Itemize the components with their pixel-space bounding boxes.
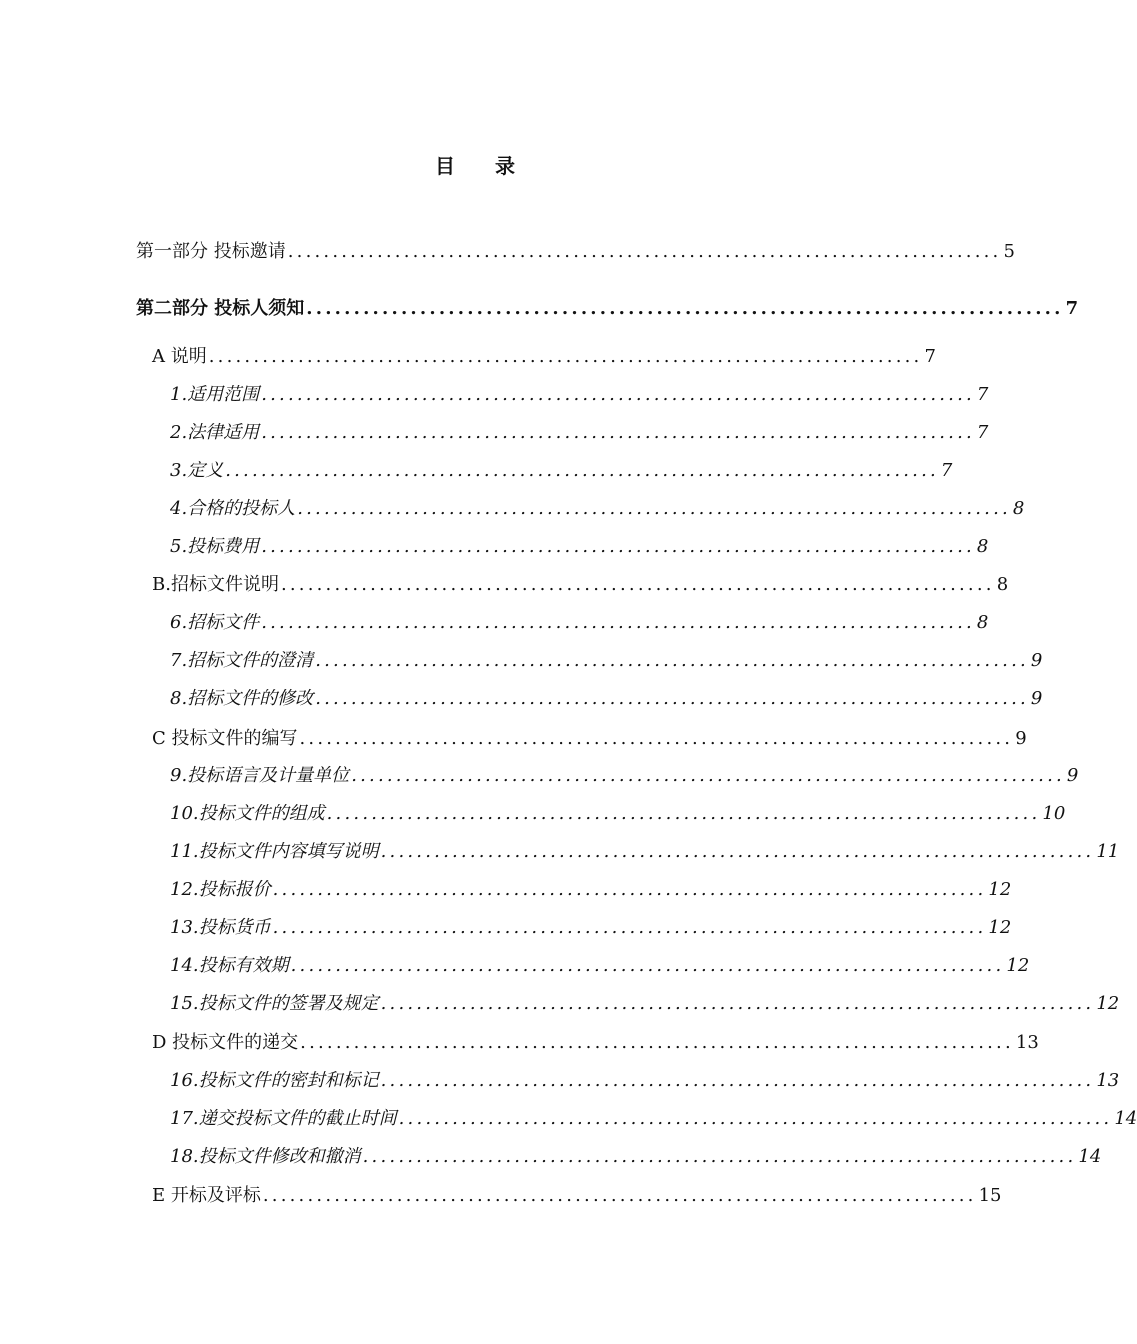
toc-entry-page: 7 <box>976 384 989 405</box>
dot-leader: ................................................................................ <box>261 536 975 557</box>
toc-title-part1: 目 <box>435 154 455 178</box>
toc-title-part2: 录 <box>495 154 515 178</box>
dot-leader: ................................................................................ <box>300 1032 1014 1053</box>
dot-leader: ................................................................................ <box>398 1108 1113 1129</box>
dot-leader: ................................................................................ <box>262 1185 977 1206</box>
toc-entry-label: 1.适用范围 <box>170 384 260 405</box>
toc-entry-item[interactable] <box>170 535 989 559</box>
toc-entry-label: 第一部分 投标邀请 <box>136 241 286 262</box>
dot-leader: ................................................................................ <box>299 728 1014 749</box>
dot-leader: ................................................................................ <box>315 688 1029 709</box>
toc-entry-item[interactable] <box>170 992 1120 1016</box>
toc-entry-item[interactable] <box>170 649 1043 673</box>
toc-entry-page: 12 <box>1006 955 1030 976</box>
toc-entry-label: 5.投标费用 <box>170 536 260 557</box>
toc-entry-label: 15.投标文件的签署及规定 <box>170 993 379 1014</box>
toc-entry-section[interactable] <box>152 1184 1002 1208</box>
toc-entry-item[interactable] <box>170 878 1012 902</box>
toc-entry-page: 9 <box>1015 728 1027 749</box>
toc-entry-label: 3.定义 <box>170 460 224 481</box>
toc-entry-item[interactable] <box>170 383 989 407</box>
toc-entry-page: 7 <box>940 460 953 481</box>
toc-entry-page: 8 <box>996 574 1009 595</box>
toc-entry-section[interactable] <box>152 727 1027 751</box>
dot-leader: ................................................................................ <box>261 384 975 405</box>
toc-entry-label: D 投标文件的递交 <box>152 1032 299 1053</box>
toc-entry-page: 13 <box>1096 1070 1120 1091</box>
toc-entry-label: 9.投标语言及计量单位 <box>170 765 350 786</box>
toc-entry-page: 9 <box>1066 765 1079 786</box>
dot-leader: ................................................................................ <box>272 879 987 900</box>
toc-entry-page: 12 <box>988 879 1012 900</box>
dot-leader: ................................................................................ <box>261 422 975 443</box>
toc-entry-label: 17.递交投标文件的截止时间 <box>170 1108 397 1129</box>
dot-leader: ................................................................................ <box>380 993 1095 1014</box>
toc-entry-label: 8.招标文件的修改 <box>170 688 314 709</box>
dot-leader: ................................................................................ <box>225 460 939 481</box>
dot-leader: ................................................................................ <box>351 765 1065 786</box>
toc-entry-item[interactable] <box>170 687 1043 711</box>
toc-entry-label: 6.招标文件 <box>170 612 260 633</box>
toc-entry-label: 10.投标文件的组成 <box>170 803 325 824</box>
dot-leader: ................................................................................ <box>272 917 987 938</box>
dot-leader: ................................................................................ <box>362 1146 1077 1167</box>
toc-entry-item[interactable] <box>170 611 989 635</box>
dot-leader: ................................................................................ <box>290 955 1005 976</box>
toc-entry-item[interactable] <box>170 1145 1102 1169</box>
toc-entry-page: 10 <box>1042 803 1066 824</box>
dot-leader: ................................................................................ <box>261 612 975 633</box>
toc-entry-page: 7 <box>976 422 989 443</box>
toc-entry-page: 7 <box>924 346 936 367</box>
toc-entry-label: B.招标文件说明 <box>152 574 279 595</box>
toc-entry-label: 13.投标货币 <box>170 917 271 938</box>
toc-entry-page: 9 <box>1030 688 1043 709</box>
toc-entry-item[interactable] <box>170 840 1120 864</box>
toc-entry-label: C 投标文件的编写 <box>152 728 298 749</box>
toc-entry-item[interactable] <box>170 497 1025 521</box>
toc-entry-label: 7.招标文件的澄清 <box>170 650 314 671</box>
toc-entry-page: 7 <box>1065 298 1079 319</box>
dot-leader: ................................................................................ <box>287 241 1002 262</box>
toc-entry-item[interactable] <box>170 1107 1137 1131</box>
toc-entry-label: 18.投标文件修改和撤消 <box>170 1146 361 1167</box>
dot-leader: ................................................................................ <box>326 803 1041 824</box>
dot-leader: ................................................................................ <box>380 1070 1095 1091</box>
toc-entry-part2[interactable] <box>136 297 1079 321</box>
toc-entry-page: 5 <box>1003 241 1015 262</box>
toc-entry-page: 12 <box>988 917 1012 938</box>
toc-entry-label: 2.法律适用 <box>170 422 260 443</box>
dot-leader: ................................................................................ <box>280 574 995 595</box>
dot-leader: ................................................................................ <box>315 650 1029 671</box>
toc-entry-page: 13 <box>1015 1032 1039 1053</box>
toc-title <box>0 150 950 179</box>
toc-entry-label: E 开标及评标 <box>152 1185 261 1206</box>
toc-entry-label: 11.投标文件内容填写说明 <box>170 841 379 862</box>
toc-entry-section[interactable] <box>152 345 936 369</box>
toc-entry-item[interactable] <box>170 421 989 445</box>
toc-entry-page: 12 <box>1096 993 1120 1014</box>
toc-entry-label: A 说明 <box>152 346 207 367</box>
toc-entry-page: 8 <box>976 612 989 633</box>
toc-entry-item[interactable] <box>170 954 1030 978</box>
toc-entry-label: 14.投标有效期 <box>170 955 289 976</box>
toc-entry-page: 8 <box>1012 498 1025 519</box>
toc-entry-page: 9 <box>1030 650 1043 671</box>
toc-entry-page: 14 <box>1078 1146 1102 1167</box>
toc-entry-item[interactable] <box>170 802 1066 826</box>
dot-leader: ................................................................................ <box>306 298 1064 319</box>
toc-entry-item[interactable] <box>170 1069 1120 1093</box>
toc-entry-label: 4.合格的投标人 <box>170 498 296 519</box>
dot-leader: ................................................................................ <box>208 346 923 367</box>
toc-entry-label: 第二部分 投标人须知 <box>136 298 305 319</box>
toc-entry-label: 12.投标报价 <box>170 879 271 900</box>
toc-entry-page: 15 <box>978 1185 1002 1206</box>
dot-leader: ................................................................................ <box>380 841 1095 862</box>
toc-entry-item[interactable] <box>170 764 1079 788</box>
toc-entry-page: 11 <box>1096 841 1120 862</box>
toc-entry-section[interactable] <box>152 1031 1039 1055</box>
toc-entry-section[interactable] <box>152 573 1009 597</box>
toc-entry-page: 14 <box>1114 1108 1137 1129</box>
dot-leader: ................................................................................ <box>297 498 1011 519</box>
toc-entry-page: 8 <box>976 536 989 557</box>
toc-entry-label: 16.投标文件的密封和标记 <box>170 1070 379 1091</box>
toc-entry-part1[interactable] <box>136 240 1015 264</box>
toc-entry-item[interactable] <box>170 459 953 483</box>
toc-entry-item[interactable] <box>170 916 1012 940</box>
